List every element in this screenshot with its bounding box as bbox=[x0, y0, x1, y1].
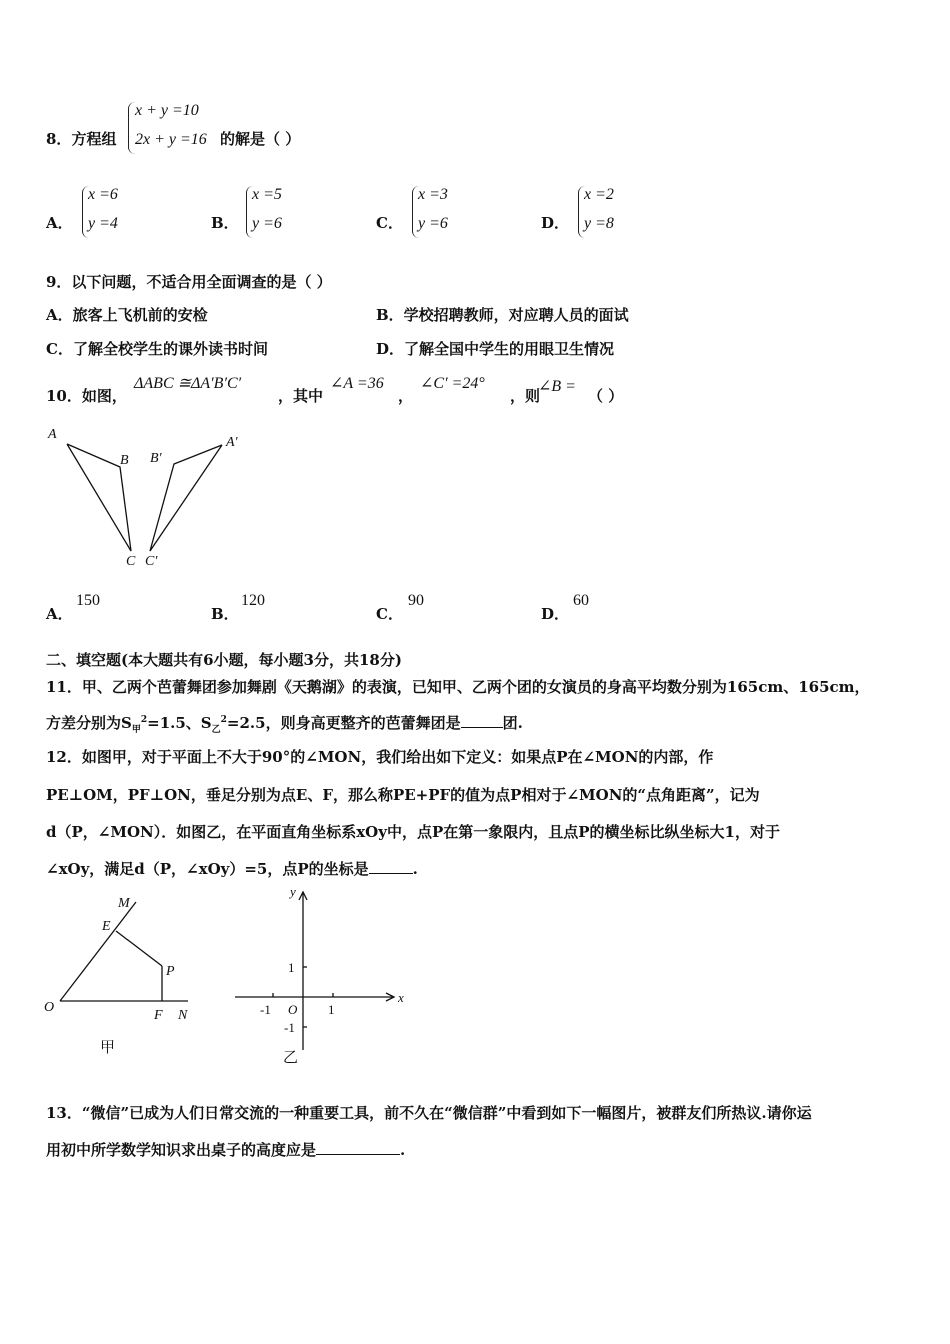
q10-triangle-figure bbox=[40, 420, 260, 580]
q8-prefix: 方程组 bbox=[71, 130, 117, 148]
q10-congruence: ΔABC ≅ΔA′B′C′ bbox=[134, 375, 242, 392]
q12-figure-jia bbox=[40, 890, 210, 1065]
q13-line2-text: 用初中所学数学知识求出桌子的高度应是 bbox=[46, 1141, 317, 1159]
q10-option-d-label: D． bbox=[541, 605, 570, 623]
q8-eq1: x + y =10 bbox=[135, 102, 199, 119]
q12-line4-end: . bbox=[412, 860, 418, 878]
label-b: B bbox=[120, 453, 129, 468]
q8-option-a-x: x =6 bbox=[88, 186, 118, 203]
label-o: O bbox=[44, 1000, 55, 1015]
q10-mid1: ，其中 bbox=[278, 387, 324, 405]
q8-option-c-y: y =6 bbox=[418, 215, 448, 232]
ray-om bbox=[60, 902, 136, 1001]
q9-stem: 9．以下问题，不适合用全面调查的是（ ） bbox=[46, 273, 332, 291]
q10-option-a-value: 150 bbox=[76, 592, 100, 609]
q13-line2-end: . bbox=[400, 1141, 406, 1159]
q13-answer-blank[interactable] bbox=[316, 1140, 400, 1155]
q12-line4 bbox=[46, 858, 418, 879]
q10-option-a-label: A． bbox=[46, 605, 73, 623]
label-m: M bbox=[118, 896, 130, 911]
q11-answer-blank[interactable] bbox=[461, 713, 503, 728]
q12-line2: PE⊥OM，PF⊥ON，垂足分别为点E、F，那么称PE+PF的值为点P相对于∠MON的“点角距离”，记为 bbox=[46, 786, 760, 804]
q10-option-b-label: B． bbox=[211, 605, 239, 623]
q8-option-c-x: x =3 bbox=[418, 186, 448, 203]
caption-yi: 乙 bbox=[283, 1050, 299, 1066]
q10-option-b-value: 120 bbox=[241, 592, 265, 609]
section-2-heading: 二、填空题(本大题共有6小题，每小题3分，共18分) bbox=[46, 651, 402, 669]
q11-sub-yi: 乙 bbox=[211, 725, 221, 735]
q10-angle-a: ∠A =36 bbox=[330, 375, 384, 392]
q12-line3: d（P，∠MON）．如图乙，在平面直角坐标系xOy中，点P在第一象限内，且点P的横坐标比纵坐标大1，对于 bbox=[46, 823, 780, 841]
q13-line2 bbox=[46, 1139, 405, 1160]
label-x-neg1: -1 bbox=[260, 1002, 271, 1017]
label-b-prime: B′ bbox=[150, 451, 162, 466]
q11-text-a: 方差分别为S bbox=[46, 714, 132, 732]
q8-number: 8． bbox=[46, 130, 72, 148]
label-y-neg1: -1 bbox=[284, 1020, 295, 1035]
q9-option-a: A．旅客上飞机前的安检 bbox=[46, 306, 208, 324]
label-p: P bbox=[166, 964, 175, 979]
q10-mid3: ，则 bbox=[510, 387, 541, 405]
q8-option-b-y: y =6 bbox=[252, 215, 282, 232]
q10-mid2: ， bbox=[398, 387, 414, 405]
q11-sub-jia: 甲 bbox=[131, 725, 141, 735]
q11-text-c: =2.5，则身高更整齐的芭蕾舞团是 bbox=[226, 714, 461, 732]
segment-pe bbox=[116, 931, 162, 966]
label-origin: O bbox=[288, 1002, 298, 1017]
q8-option-b-label: B． bbox=[211, 214, 239, 232]
label-f: F bbox=[154, 1008, 163, 1023]
q8-eq2: 2x + y =16 bbox=[135, 131, 207, 148]
q8-option-d-label: D． bbox=[541, 214, 570, 232]
caption-jia: 甲 bbox=[100, 1040, 116, 1056]
q12-figure-yi bbox=[228, 882, 418, 1067]
label-a-prime: A′ bbox=[226, 435, 238, 450]
label-n: N bbox=[178, 1008, 188, 1023]
q8-option-a-y: y =4 bbox=[88, 215, 118, 232]
label-c: C bbox=[126, 554, 136, 569]
label-x: x bbox=[398, 990, 404, 1005]
q8-option-a-label: A． bbox=[46, 214, 73, 232]
q12-answer-blank[interactable] bbox=[369, 859, 413, 874]
q10-option-c-value: 90 bbox=[408, 592, 424, 609]
q11-sup-1: 2 bbox=[140, 715, 148, 725]
q12-line1: 12．如图甲，对于平面上不大于90°的∠MON，我们给出如下定义：如果点P在∠MON的内部，作 bbox=[46, 748, 714, 766]
q8-option-d-y: y =8 bbox=[584, 215, 614, 232]
q9-option-c: C．了解全校学生的课外读书时间 bbox=[46, 340, 268, 358]
q8-brace bbox=[128, 102, 135, 154]
label-y: y bbox=[290, 884, 296, 899]
q10-number: 10．如图， bbox=[46, 387, 127, 405]
label-c-prime: C′ bbox=[145, 554, 158, 569]
q10-angle-c: ∠C′ =24° bbox=[420, 375, 485, 392]
q11-line1: 11．甲、乙两个芭蕾舞团参加舞剧《天鹅湖》的表演，已知甲、乙两个团的女演员的身高平均数分别为165cm、165cm， bbox=[46, 678, 870, 696]
q8-stem bbox=[46, 128, 116, 149]
q12-line4-text: ∠xOy，满足d（P，∠xOy）=5，点P的坐标是 bbox=[46, 860, 369, 878]
q11-text-d: 团. bbox=[502, 714, 523, 732]
q11-sup-2: 2 bbox=[220, 715, 227, 725]
q10-angle-b: ∠B = bbox=[538, 378, 576, 395]
q8-suffix: 的解是（ ） bbox=[220, 130, 301, 148]
q8-option-d-x: x =2 bbox=[584, 186, 614, 203]
label-y-1: 1 bbox=[288, 960, 295, 975]
q10-option-c-label: C． bbox=[376, 605, 403, 623]
label-e: E bbox=[102, 919, 111, 934]
label-a: A bbox=[48, 427, 57, 442]
q8-option-b-x: x =5 bbox=[252, 186, 282, 203]
q9-option-b: B．学校招聘教师，对应聘人员的面试 bbox=[376, 306, 629, 324]
q11-line2 bbox=[46, 712, 523, 735]
label-x-1: 1 bbox=[328, 1002, 335, 1017]
q9-option-d: D．了解全国中学生的用眼卫生情况 bbox=[376, 340, 615, 358]
q10-tail: （ ） bbox=[588, 387, 624, 405]
q11-text-b: =1.5、S bbox=[147, 714, 212, 732]
q10-option-d-value: 60 bbox=[573, 592, 589, 609]
q8-option-c-label: C． bbox=[376, 214, 403, 232]
q13-line1: 13．“微信”已成为人们日常交流的一种重要工具，前不久在“微信群”中看到如下一幅图片，被群友们所热议.请你运 bbox=[46, 1104, 812, 1122]
